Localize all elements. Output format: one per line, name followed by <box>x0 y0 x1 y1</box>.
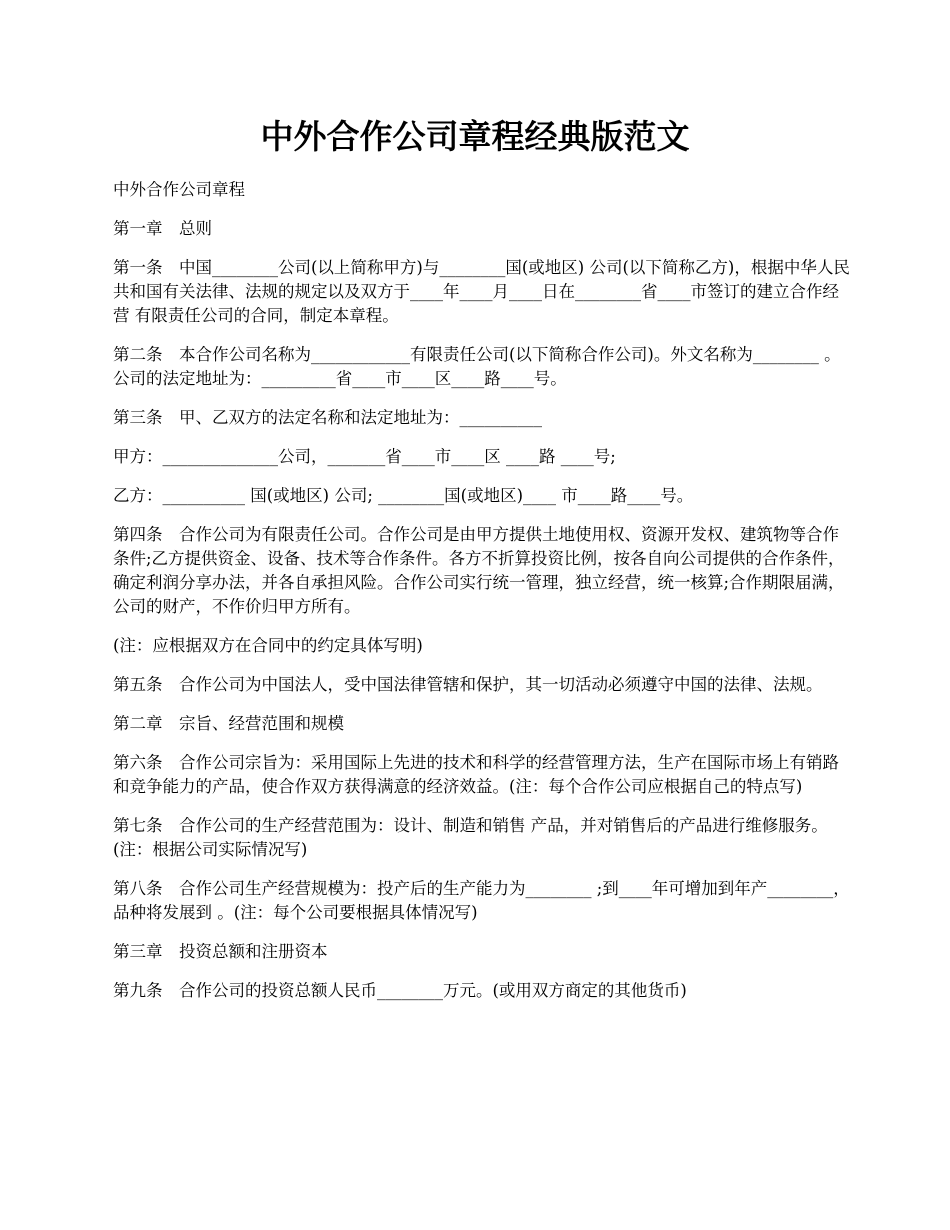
article-9: 第九条 合作公司的投资总额人民币________万元。(或用双方商定的其他货币) <box>113 981 687 1000</box>
document-title: 中外合作公司章程经典版范文 <box>260 117 690 156</box>
article-5: 第五条 合作公司为中国法人，受中国法律管辖和保护，其一切活动必须遵守中国的法律、法规。 <box>113 675 823 694</box>
article-3: 第三条 甲、乙双方的法定名称和法定地址为：__________ <box>113 408 542 427</box>
article-4: 第四条 合作公司为有限责任公司。合作公司是由甲方提供土地使用权、资源开发权、建筑物等合作条件;乙方提供资金、设备、技术等合作条件。各方不折算投资比例，按各自向公司提供的合作条件，确定利润分享办法，并各自承担风险。合作公司实行统一管理，独立经营，统一核算;合作期限届满，公司的财产，不作价归甲方所有。 <box>113 525 845 616</box>
party-b-line: 乙方：__________ 国(或地区) 公司; ________国(或地区)____ 市____路____号。 <box>113 486 694 505</box>
article-2: 第二条 本合作公司名称为____________有限责任公司(以下简称合作公司)。外文名称为________ 。公司的法定地址为：_________省____市____区____路____号。 <box>113 345 841 388</box>
party-a-line: 甲方：______________公司，_______省____市____区 ____路 ____号; <box>113 447 616 466</box>
chapter-2-heading: 第二章 宗旨、经营范围和规模 <box>113 714 344 733</box>
chapter-3-heading: 第三章 投资总额和注册资本 <box>113 942 328 961</box>
article-7: 第七条 合作公司的生产经营范围为：设计、制造和销售 产品，并对销售后的产品进行维修服务。(注：根据公司实际情况写) <box>113 816 828 859</box>
note-article-4: (注：应根据双方在合同中的约定具体写明) <box>113 636 423 655</box>
document-subtitle: 中外合作公司章程 <box>113 180 245 199</box>
document-body <box>113 178 856 1018</box>
article-1: 第一条 中国________公司(以上简称甲方)与________国(或地区) 公司(以下简称乙方)，根据中华人民共和国有关法律、法规的规定以及双方于____年____月____日在________省____市签订的建立合作经营 有限责任公司的合同，制定本章程。 <box>113 258 850 325</box>
chapter-1-heading: 第一章 总则 <box>113 219 212 238</box>
article-6: 第六条 合作公司宗旨为：采用国际上先进的技术和科学的经营管理方法，生产在国际市场上有销路和竞争能力的产品，使合作双方获得满意的经济效益。(注：每个合作公司应根据自己的特点写) <box>113 753 839 796</box>
article-8: 第八条 合作公司生产经营规模为：投产后的生产能力为________ ;到____年可增加到年产________， 品种将发展到 。(注：每个公司要根据具体情况写) <box>113 879 856 922</box>
